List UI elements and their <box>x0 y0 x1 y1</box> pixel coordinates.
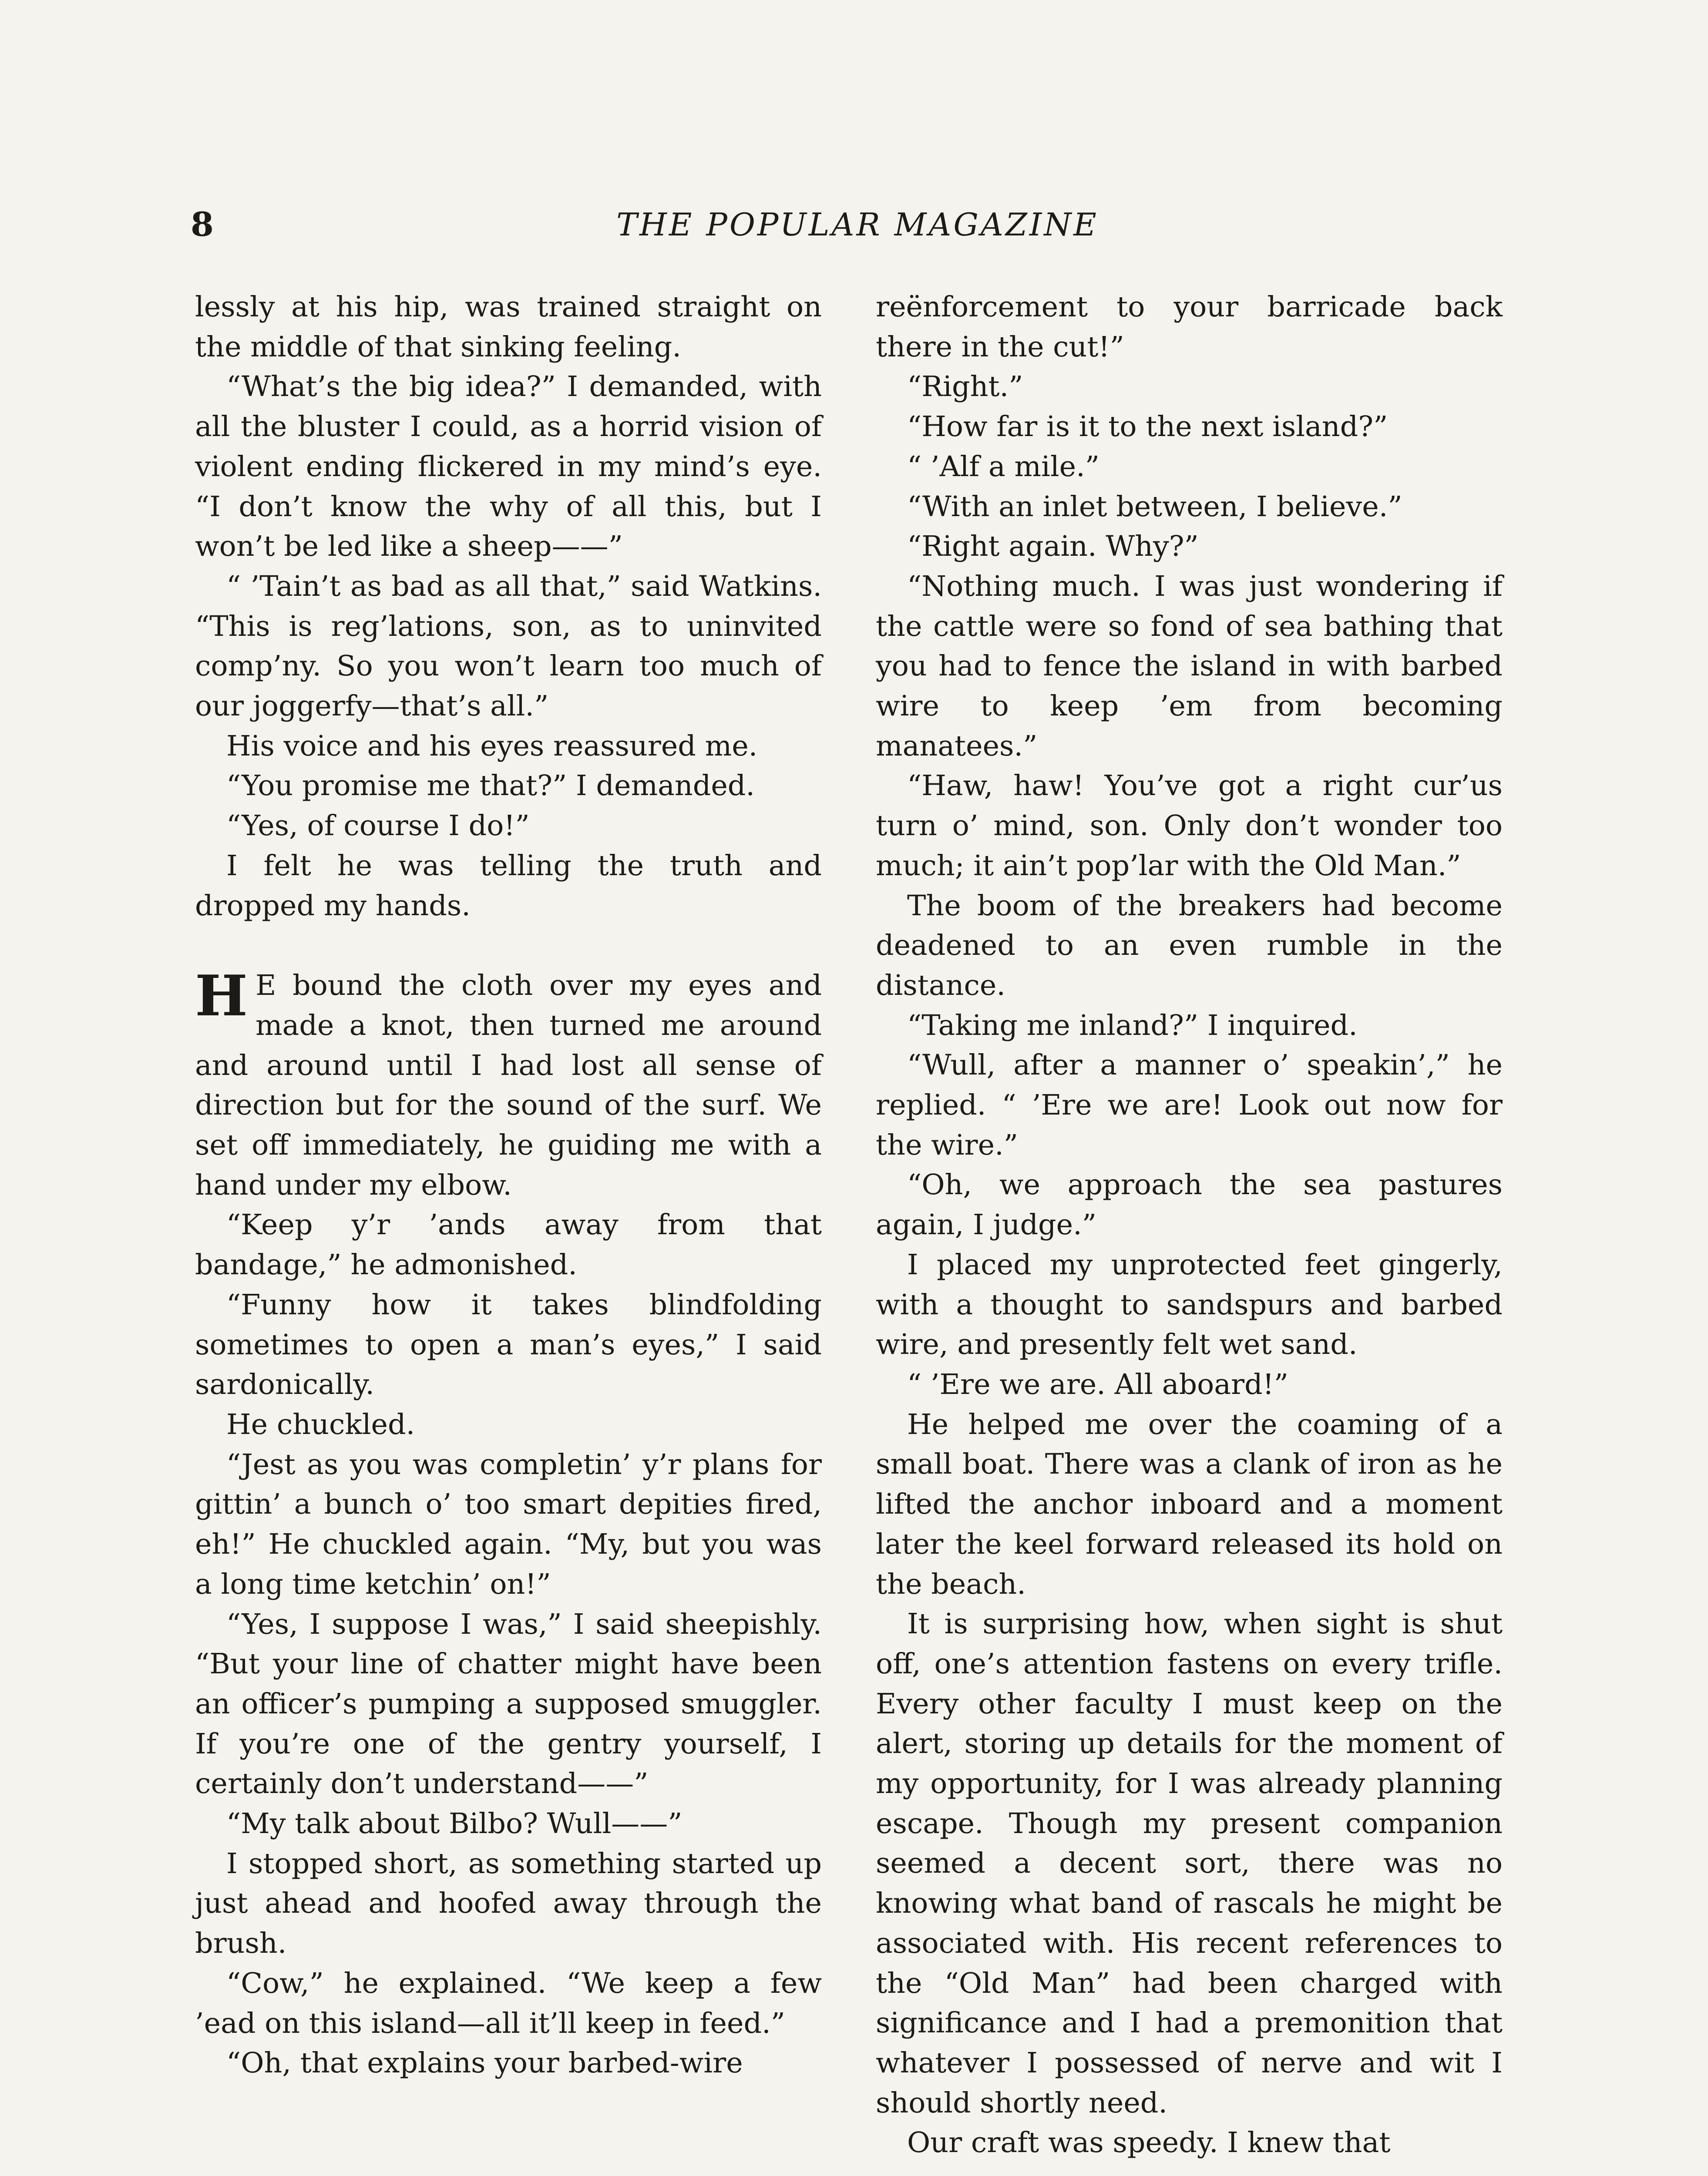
paragraph: “Haw, haw! You’ve got a right cur’us turn o’ mind, son. Only don’t wonder too much; it ain’t pop’lar with the Old Man.” <box>876 769 1503 882</box>
paragraph: The boom of the breakers had become deadened to an even rumble in the distance. <box>876 889 1503 1002</box>
right-column <box>876 287 1503 2163</box>
paragraph: Our craft was speedy. I knew that <box>907 2126 1391 2159</box>
drop-cap: H <box>195 964 248 1029</box>
paragraph: “Keep y’r ’ands away from that bandage,” he admonished. <box>195 1209 822 1282</box>
paragraph: “Oh, that explains your barbed-wire <box>226 2047 743 2080</box>
paragraph: “Yes, of course I do!” <box>226 809 530 843</box>
paragraph: “With an inlet between, I believe.” <box>907 490 1402 523</box>
running-head-title: THE POPULAR MAGAZINE <box>616 206 1099 243</box>
paragraph: lessly at his hip, was trained straight on the middle of that sinking feeling. <box>195 291 822 363</box>
paragraph: “ ’Alf a mile.” <box>907 450 1099 483</box>
paragraph: “Nothing much. I was just wondering if the cattle were so fond of sea bathing that you had to fence the island in with barbed wire to keep ’em from becoming manatees.” <box>876 570 1503 762</box>
paragraph: “Yes, I suppose I was,” I said sheepishly. “But your line of chatter might have been an officer’s pumping a supposed smuggler. If you’re one of the gentry yourself, I certainly don’t understand——” <box>195 1608 822 1800</box>
paragraph: “Cow,” he explained. “We keep a few ’ead on this island—all it’ll keep in feed.” <box>195 1967 822 2040</box>
paragraph: “My talk about Bilbo? Wull——” <box>226 1807 683 1840</box>
paragraph: He helped me over the coaming of a small boat. There was a clank of iron as he lifted the anchor inboard and a moment later the keel forward released its hold on the beach. <box>876 1408 1503 1601</box>
paragraph: “Oh, we approach the sea pastures again, I judge.” <box>876 1169 1503 1242</box>
paragraph-text: E bound the cloth over my eyes and made a knot, then turned me around and around until I had lost all sense of direction but for the sound of the surf. We set off immediately, he guiding me with a hand under my elbow. <box>195 969 822 1202</box>
paragraph: “ ’Ere we are. All aboard!” <box>907 1368 1289 1401</box>
paragraph: “Jest as you was completin’ y’r plans for gittin’ a bunch o’ too smart depities fired, eh!” He chuckled again. “My, but you was a long time ketchin’ on!” <box>195 1448 822 1601</box>
section-opening-paragraph <box>195 966 822 1205</box>
paragraph: “You promise me that?” I demanded. <box>226 769 755 803</box>
paragraph: “Right.” <box>907 370 1023 403</box>
paragraph: I stopped short, as something started up just ahead and hoofed away through the brush. <box>195 1847 822 1960</box>
paragraph: “Funny how it takes blindfolding sometimes to open a man’s eyes,” I said sardonically. <box>195 1288 822 1401</box>
paragraph: “Wull, after a manner o’ speakin’,” he replied. “ ’Ere we are! Look out now for the wire.” <box>876 1049 1503 1162</box>
page-number: 8 <box>191 205 214 244</box>
paragraph: “Right again. Why?” <box>907 530 1199 563</box>
paragraph: “Taking me inland?” I inquired. <box>907 1009 1358 1042</box>
paragraph: He chuckled. <box>226 1408 415 1441</box>
paragraph: I placed my unprotected feet gingerly, with a thought to sandspurs and barbed wire, and presently felt wet sand. <box>876 1248 1503 1361</box>
paragraph: “ ’Tain’t as bad as all that,” said Watkins. “This is reg’lations, son, as to uninvited comp’ny. So you won’t learn too much of our joggerfy—that’s all.” <box>195 570 822 723</box>
paragraph: reënforcement to your barricade back there in the cut!” <box>876 291 1503 363</box>
paragraph: “What’s the big idea?” I demanded, with all the bluster I could, as a horrid vision of violent ending flickered in my mind’s eye. “I don’t know the why of all this, but I won’t be led like a sheep——” <box>195 370 822 563</box>
paragraph: I felt he was telling the truth and dropped my hands. <box>195 849 822 922</box>
paragraph: It is surprising how, when sight is shut off, one’s attention fastens on every trifle. Every other faculty I must keep on the alert, storing up details for the moment of my opportunity, for I was already planning escape. Though my present companion seemed a decent sort, there was no knowing what band of rascals he might be associated with. His recent references to the “Old Man” had been charged with significance and I had a premonition that whatever I possessed of nerve and wit I should shortly need. <box>876 1608 1503 2119</box>
paragraph: His voice and his eyes reassured me. <box>226 729 758 762</box>
paragraph: “How far is it to the next island?” <box>907 410 1388 443</box>
left-column <box>195 287 822 2083</box>
